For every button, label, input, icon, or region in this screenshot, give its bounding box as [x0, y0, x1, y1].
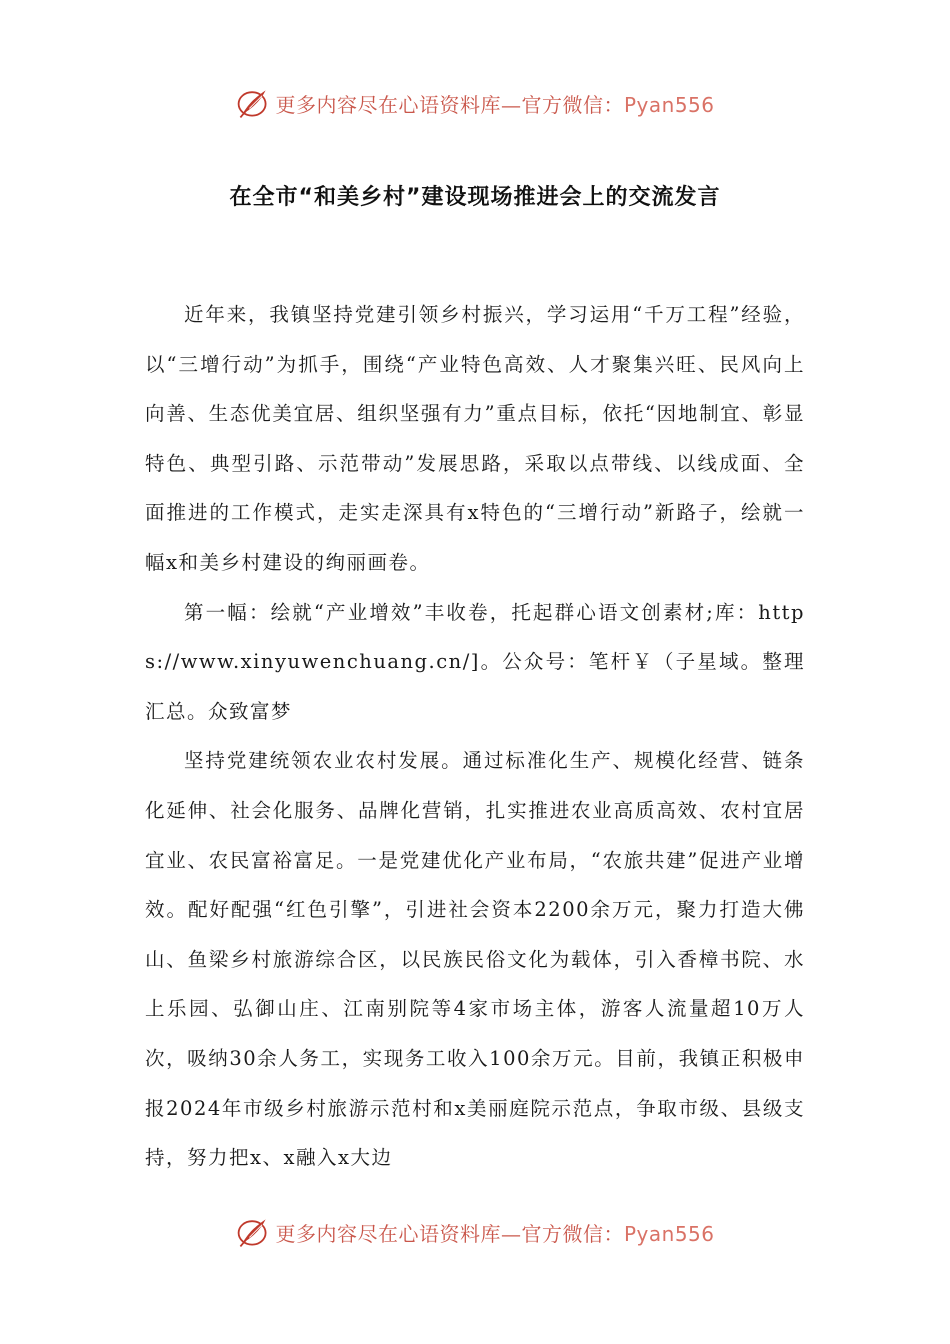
quill-pen-logo-icon	[235, 1214, 271, 1250]
wechat-id: Pyan556	[623, 92, 715, 117]
document-body	[145, 290, 805, 1183]
paragraph-section-heading: 第一幅：绘就“产业增效”丰收卷，托起群心语文创素材;库：https://www.xinyuwenchuang.cn/]。公众号：笔杆￥（子星域。整理汇总。众致富梦	[145, 600, 805, 723]
wechat-id: Pyan556	[623, 1221, 715, 1246]
document-title: 在全市“和美乡村”建设现场推进会上的交流发言	[229, 185, 721, 210]
footer-watermark-banner	[0, 1212, 950, 1252]
paragraph-industry: 坚持党建统领农业农村发展。通过标准化生产、规模化经营、链条化延伸、社会化服务、品牌化营销，扎实推进农业高质高效、农村宜居宜业、农民富裕富足。一是党建优化产业布局，“农旅共建”促进产业增效。配好配强“红色引擎”，引进社会资本2200余万元，聚力打造大佛山、鱼梁乡村旅游综合区，以民族民俗文化为载体，引入香樟书院、水上乐园、弘御山庄、江南别院等4家市场主体，游客人流量超10万人次，吸纳30余人务工，实现务工收入100余万元。目前，我镇正积极申报2024年市级乡村旅游示范村和x美丽庭院示范点，争取市级、县级支持，努力把x、x融入x大边	[145, 749, 805, 1170]
paragraph-intro: 近年来，我镇坚持党建引领乡村振兴，学习运用“千万工程”经验，以“三增行动”为抓手，围绕“产业特色高效、人才聚集兴旺、民风向上向善、生态优美宜居、组织坚强有力”重点目标，依托“因地制宜、彰显特色、典型引路、示范带动”发展思路，采取以点带线、以线成面、全面推进的工作模式，走实走深具有x特色的“三增行动”新路子，绘就一幅x和美乡村建设的绚丽画卷。	[145, 303, 805, 574]
quill-pen-logo-icon	[235, 85, 271, 121]
watermark-text: 更多内容尽在心语资料库—官方微信：Pyan556	[275, 1221, 715, 1246]
header-watermark-banner	[0, 83, 950, 123]
watermark-text: 更多内容尽在心语资料库—官方微信：Pyan556	[275, 92, 715, 117]
